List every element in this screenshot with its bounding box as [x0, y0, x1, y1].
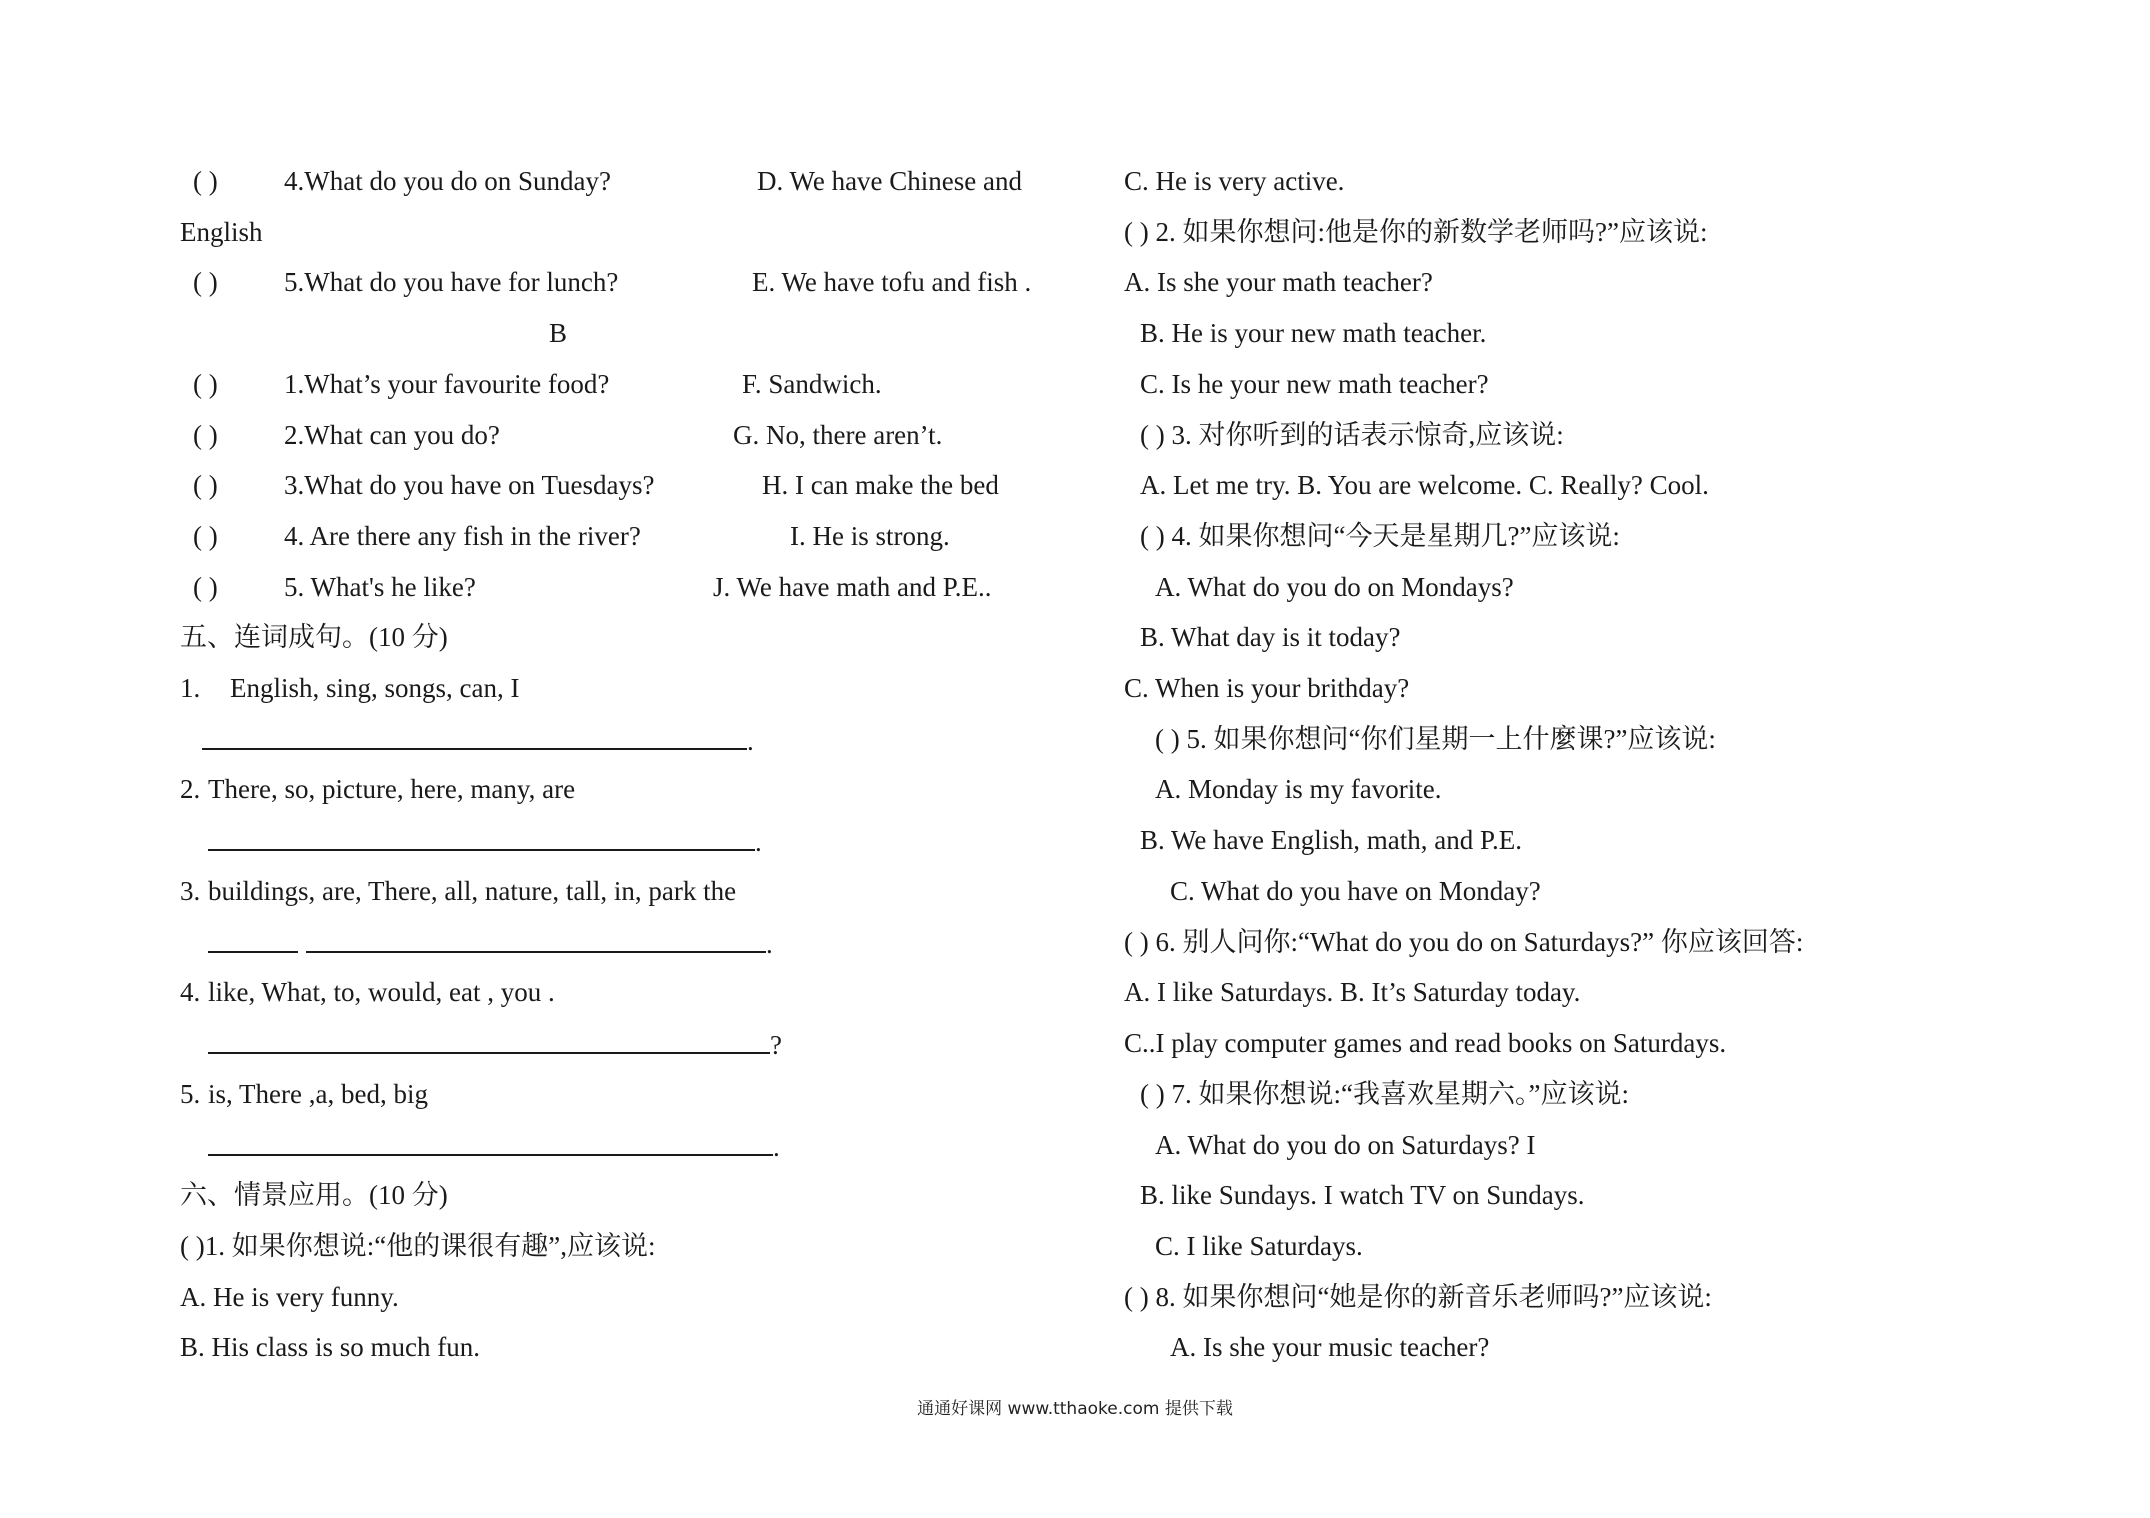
s6-q6-prompt: ( ) 6. 别人问你:“What do you do on Saturdays?” 你应该回答: [1124, 927, 1804, 957]
s6-q2-option-c: C. Is he your new math teacher? [1140, 369, 1489, 399]
s5-q5-words: is, There ,a, bed, big [208, 1079, 428, 1109]
s6-q6-option-c: C..I play computer games and read books on Saturdays. [1124, 1028, 1727, 1058]
section-5-title: 五、连词成句。(10 分) [180, 622, 448, 652]
s5-q2-end: . [755, 827, 762, 857]
s6-q4-option-c: C. When is your brithday? [1124, 673, 1410, 703]
s6-q1-option-a: A. He is very funny. [180, 1282, 399, 1312]
match-b2-bracket: ( ) [193, 420, 218, 450]
s5-q1-answer-line [202, 722, 754, 758]
s6-q6-options-ab: A. I like Saturdays. B. It’s Saturday today. [1124, 977, 1581, 1007]
s5-q2-words: There, so, picture, here, many, are [208, 774, 576, 804]
s6-q7-option-b: B. like Sundays. I watch TV on Sundays. [1140, 1180, 1585, 1210]
s6-q3-options: A. Let me try. B. You are welcome. C. Really? Cool. [1140, 470, 1709, 500]
match-b4-bracket: ( ) [193, 521, 218, 551]
match-e-answer: E. We have tofu and fish . [752, 267, 1032, 297]
s6-q2-option-b: B. He is your new math teacher. [1140, 318, 1487, 348]
s6-q4-option-a: A. What do you do on Mondays? [1155, 572, 1514, 602]
s6-q4-option-b: B. What day is it today? [1140, 622, 1401, 652]
match-h-answer: H. I can make the bed [762, 470, 999, 500]
s6-q4-prompt: ( ) 4. 如果你想问“今天是星期几?”应该说: [1140, 521, 1620, 551]
s6-q7-option-c: C. I like Saturdays. [1155, 1231, 1363, 1261]
match-b4-question: 4. Are there any fish in the river? [284, 521, 641, 551]
s5-q4-end: ? [770, 1030, 782, 1060]
match-g-answer: G. No, there aren’t. [733, 420, 943, 450]
match-a5-bracket: ( ) [193, 267, 218, 297]
match-d-answer-cont: English [180, 217, 263, 247]
s5-q1-end: . [747, 726, 754, 756]
page-footer: 通通好课网 www.tthaoke.com 提供下载 [917, 1399, 1233, 1419]
s6-q1-prompt: ( )1. 如果你想说:“他的课很有趣”,应该说: [180, 1231, 656, 1261]
match-a4-bracket: ( ) [193, 166, 218, 196]
s6-q5-option-a: A. Monday is my favorite. [1155, 774, 1442, 804]
section-6-title: 六、情景应用。(10 分) [180, 1180, 448, 1210]
part-b-heading: B [549, 318, 568, 348]
match-b3-bracket: ( ) [193, 470, 218, 500]
s5-q3-num: 3. [180, 876, 201, 906]
s6-q2-prompt: ( ) 2. 如果你想问:他是你的新数学老师吗?”应该说: [1124, 217, 1708, 247]
match-i-answer: I. He is strong. [790, 521, 950, 551]
s6-q7-option-a: A. What do you do on Saturdays? I [1155, 1130, 1536, 1160]
s5-q2-answer-line [208, 823, 762, 859]
match-f-answer: F. Sandwich. [742, 369, 882, 399]
match-d-answer: D. We have Chinese and [757, 166, 1023, 196]
s5-q5-num: 5. [180, 1079, 201, 1109]
s5-q1-num: 1. [180, 673, 201, 703]
s6-q5-prompt: ( ) 5. 如果你想问“你们星期一上什麼课?”应该说: [1155, 724, 1716, 754]
s6-q1-option-c: C. He is very active. [1124, 166, 1345, 196]
s6-q8-prompt: ( ) 8. 如果你想问“她是你的新音乐老师吗?”应该说: [1124, 1282, 1712, 1312]
match-b1-question: 1.What’s your favourite food? [284, 369, 610, 399]
s5-q4-num: 4. [180, 977, 201, 1007]
match-b2-question: 2.What can you do? [284, 420, 500, 450]
s5-q1-words: English, sing, songs, can, I [230, 673, 520, 703]
match-a4-question: 4.What do you do on Sunday? [284, 166, 611, 196]
s6-q1-option-b: B. His class is so much fun. [180, 1332, 480, 1362]
s6-q8-option-a: A. Is she your music teacher? [1170, 1332, 1490, 1362]
s5-q2-num: 2. [180, 774, 201, 804]
match-b5-question: 5. What's he like? [284, 572, 476, 602]
match-b3-question: 3.What do you have on Tuesdays? [284, 470, 655, 500]
s5-q3-words: buildings, are, There, all, nature, tall, in, park the [208, 876, 737, 906]
match-b5-bracket: ( ) [193, 572, 218, 602]
match-a5-question: 5.What do you have for lunch? [284, 267, 619, 297]
s6-q3-prompt: ( ) 3. 对你听到的话表示惊奇,应该说: [1140, 420, 1564, 450]
s5-q3-end: . [766, 929, 773, 959]
s5-q5-end: . [773, 1132, 780, 1162]
s6-q5-option-c: C. What do you have on Monday? [1170, 876, 1541, 906]
match-b1-bracket: ( ) [193, 369, 218, 399]
match-j-answer: J. We have math and P.E.. [713, 572, 992, 602]
s5-q5-answer-line [208, 1128, 780, 1164]
s5-q4-answer-line [208, 1026, 782, 1062]
s6-q5-option-b: B. We have English, math, and P.E. [1140, 825, 1523, 855]
s6-q7-prompt: ( ) 7. 如果你想说:“我喜欢星期六。”应该说: [1140, 1079, 1629, 1109]
s5-q4-words: like, What, to, would, eat , you . [208, 977, 555, 1007]
s6-q2-option-a: A. Is she your math teacher? [1124, 267, 1433, 297]
s5-q3-answer-line [208, 925, 773, 961]
